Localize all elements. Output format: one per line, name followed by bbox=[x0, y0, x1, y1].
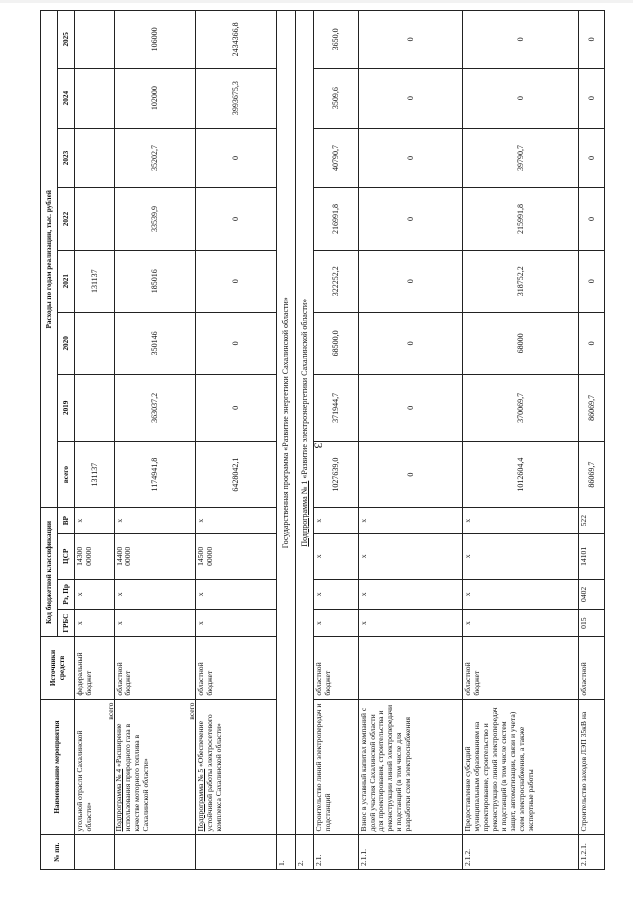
table-row bbox=[314, 11, 358, 870]
row-name bbox=[579, 699, 605, 835]
row-code-vr: х bbox=[195, 508, 276, 533]
row-value: 68500,0 bbox=[314, 312, 358, 374]
row-code-grbs: х bbox=[463, 609, 579, 637]
row-value: 0 bbox=[195, 312, 276, 374]
header-source: Источники средств bbox=[41, 637, 75, 699]
header-year: 2021 bbox=[58, 250, 75, 312]
row-value: 6428042,1 bbox=[195, 441, 276, 508]
row-source bbox=[358, 637, 463, 699]
header-year: 2022 bbox=[58, 188, 75, 250]
row-source: областной бюджет bbox=[463, 637, 579, 699]
section-row bbox=[277, 11, 296, 870]
row-total-label: всего bbox=[105, 702, 115, 720]
header-year: 2019 bbox=[58, 374, 75, 441]
table-row bbox=[195, 11, 276, 870]
section-title: Государственная программа «Развитие энергетики Сахалинской области» bbox=[277, 11, 296, 835]
row-value: 0 bbox=[358, 250, 463, 312]
row-code-grbs: х bbox=[75, 609, 115, 637]
row-total-label: всего bbox=[186, 702, 196, 720]
row-value: 0 bbox=[579, 128, 605, 188]
row-value: 0 bbox=[358, 11, 463, 69]
row-value: 33539,9 bbox=[114, 188, 195, 250]
row-num bbox=[75, 835, 115, 870]
row-value: 0 bbox=[579, 312, 605, 374]
row-num bbox=[114, 835, 195, 870]
row-code-rzpr: х bbox=[75, 579, 115, 609]
header-code: Рз, Пр bbox=[58, 579, 75, 609]
row-value: 0 bbox=[195, 128, 276, 188]
row-source: областной бюджет bbox=[114, 637, 195, 699]
row-value: 350146 bbox=[114, 312, 195, 374]
section-num: 1. bbox=[277, 835, 296, 870]
header-code-group: Код бюджетной классификации bbox=[41, 508, 58, 637]
row-value: 0 bbox=[358, 128, 463, 188]
row-code-rzpr: 0402 bbox=[579, 579, 605, 609]
row-name bbox=[463, 699, 579, 835]
row-value: 1027639,0 bbox=[314, 441, 358, 508]
row-code-vr: х bbox=[314, 508, 358, 533]
row-num: 2.1.2.1. bbox=[579, 835, 605, 870]
row-value: 0 bbox=[358, 188, 463, 250]
row-code-vr: х bbox=[114, 508, 195, 533]
row-name bbox=[186, 699, 276, 835]
section-title bbox=[295, 11, 314, 835]
row-code-grbs: х bbox=[314, 609, 358, 637]
row-value: 35202,7 bbox=[114, 128, 195, 188]
row-name-text: угольной отрасли Сахалинской области» bbox=[75, 730, 93, 832]
row-source: областной бюджет bbox=[314, 637, 358, 699]
row-value: 3650,0 bbox=[314, 11, 358, 69]
row-code-csr: х bbox=[358, 533, 463, 579]
row-value: 216991,8 bbox=[314, 188, 358, 250]
row-value: 322252,2 bbox=[314, 250, 358, 312]
row-value: 0 bbox=[463, 11, 579, 69]
row-name-text: «Расширение использования природного газа в качестве моторного топлива в Сахалинской области» bbox=[114, 723, 151, 832]
header-year: 2023 bbox=[58, 128, 75, 188]
row-code-grbs: х bbox=[358, 609, 463, 637]
row-value: 1174941,8 bbox=[114, 441, 195, 508]
table-row bbox=[114, 11, 195, 870]
row-value: 40790,7 bbox=[314, 128, 358, 188]
row-code-grbs: 015 bbox=[579, 609, 605, 637]
row-value: 0 bbox=[579, 68, 605, 128]
row-value bbox=[75, 374, 115, 441]
row-code-vr: х bbox=[75, 508, 115, 533]
rotated-table-canvas bbox=[40, 10, 605, 870]
row-code-csr: 14300 00000 bbox=[75, 533, 115, 579]
row-value bbox=[75, 68, 115, 128]
row-code-rzpr: х bbox=[314, 579, 358, 609]
header-code: ГРБС bbox=[58, 609, 75, 637]
row-name-text: Строительство линий электропередач и подстанций bbox=[314, 703, 333, 832]
row-value: 0 bbox=[195, 374, 276, 441]
row-code-csr: 14500 00000 bbox=[195, 533, 276, 579]
row-name bbox=[358, 699, 463, 835]
row-value: 0 bbox=[358, 441, 463, 508]
header-year: 2024 bbox=[58, 68, 75, 128]
row-value: 3993675,3 bbox=[195, 68, 276, 128]
row-source: областной bbox=[579, 637, 605, 699]
row-value: 131137 bbox=[75, 441, 115, 508]
row-value: 2434366,8 bbox=[195, 11, 276, 69]
table-row bbox=[579, 11, 605, 870]
row-value: 318752,2 bbox=[463, 250, 579, 312]
budget-table bbox=[40, 10, 605, 870]
header-year: 2020 bbox=[58, 312, 75, 374]
row-value: 68000 bbox=[463, 312, 579, 374]
row-value: 0 bbox=[579, 188, 605, 250]
row-value: 371944,7 bbox=[314, 374, 358, 441]
row-name-text: Предоставление субсидий муниципальным образованиям на проектирование, строительство и реконструкцию линий электропередач и подстанций (в том числе систем защит, автоматизации, связи и учета) схем электроснабжения, а также экспертные работы bbox=[463, 707, 535, 832]
header-code: ВР bbox=[58, 508, 75, 533]
row-code-rzpr: х bbox=[195, 579, 276, 609]
row-source: областной бюджет bbox=[195, 637, 276, 699]
table-row bbox=[463, 11, 579, 870]
row-name-text: «Обеспечение устойчивой работы электросетевого комплекса Сахалинской области» bbox=[195, 714, 223, 832]
row-value: 3509,6 bbox=[314, 68, 358, 128]
row-name bbox=[105, 699, 195, 835]
row-value: 0 bbox=[195, 250, 276, 312]
scan-edge bbox=[0, 0, 633, 3]
header-code: ЦСР bbox=[58, 533, 75, 579]
section-num: 2. bbox=[295, 835, 314, 870]
row-name-text: Строительство заходов ЛЭП 35кВ на bbox=[579, 711, 589, 832]
row-num: 2.1.1. bbox=[358, 835, 463, 870]
row-source: федеральный бюджет bbox=[75, 637, 115, 699]
row-value bbox=[75, 11, 115, 69]
row-value: 86069,7 bbox=[579, 374, 605, 441]
row-value: 363037,2 bbox=[114, 374, 195, 441]
header-expenses-group: Расходы по годам реализации, тыс. рублей bbox=[41, 11, 58, 509]
header-name: Наименование мероприятия bbox=[41, 699, 75, 835]
header-year: 2025 bbox=[58, 11, 75, 69]
row-code-grbs: х bbox=[195, 609, 276, 637]
subprogram-prefix: Подпрограмма № 1 bbox=[299, 480, 309, 547]
row-value: 0 bbox=[463, 68, 579, 128]
row-code-vr: 522 bbox=[579, 508, 605, 533]
header-num: № пп. bbox=[41, 835, 75, 870]
row-code-csr: х bbox=[314, 533, 358, 579]
row-value: 0 bbox=[358, 312, 463, 374]
row-code-csr: 14400 00000 bbox=[114, 533, 195, 579]
row-value: 0 bbox=[579, 11, 605, 69]
header-year: всего bbox=[58, 441, 75, 508]
row-code-grbs: х bbox=[114, 609, 195, 637]
row-value bbox=[75, 128, 115, 188]
row-value: 0 bbox=[195, 188, 276, 250]
page-number: 3 bbox=[311, 442, 326, 449]
row-code-rzpr: х bbox=[114, 579, 195, 609]
header-row-1 bbox=[41, 11, 58, 870]
row-value: 370069,7 bbox=[463, 374, 579, 441]
row-code-csr: 14101 bbox=[579, 533, 605, 579]
row-code-vr: х bbox=[463, 508, 579, 533]
section-row bbox=[295, 11, 314, 870]
row-code-rzpr: х bbox=[358, 579, 463, 609]
row-value: 0 bbox=[358, 68, 463, 128]
row-value: 106000 bbox=[114, 11, 195, 69]
row-value: 86069,7 bbox=[579, 441, 605, 508]
row-num: 2.1. bbox=[314, 835, 358, 870]
table-row bbox=[358, 11, 463, 870]
row-value: 102000 bbox=[114, 68, 195, 128]
row-value: 39790,7 bbox=[463, 128, 579, 188]
row-name-text: Взнос в уставный капитал компаний с долей участия Сахалинской области для проектирования, строительства и реконструкции линий электропередачи и подстанций (в том числе для разработки схем электроснабжения bbox=[358, 704, 413, 832]
row-num bbox=[195, 835, 276, 870]
row-name bbox=[314, 699, 358, 835]
row-value: 0 bbox=[579, 250, 605, 312]
row-code-csr: х bbox=[463, 533, 579, 579]
row-value: 131137 bbox=[75, 250, 115, 312]
subprogram-title: «Развитие электроэнергетики Сахалинской области» bbox=[299, 298, 309, 479]
subprogram-prefix: Подпрограмма № 4 bbox=[114, 768, 124, 832]
row-value: 215991,8 bbox=[463, 188, 579, 250]
row-value: 185016 bbox=[114, 250, 195, 312]
row-code-rzpr: х bbox=[463, 579, 579, 609]
row-value bbox=[75, 188, 115, 250]
row-num: 2.1.2. bbox=[463, 835, 579, 870]
row-value: 0 bbox=[358, 374, 463, 441]
row-value: 1012604,4 bbox=[463, 441, 579, 508]
row-code-vr: х bbox=[358, 508, 463, 533]
subprogram-prefix: Подпрограмма № 5 bbox=[195, 768, 205, 832]
row-value bbox=[75, 312, 115, 374]
